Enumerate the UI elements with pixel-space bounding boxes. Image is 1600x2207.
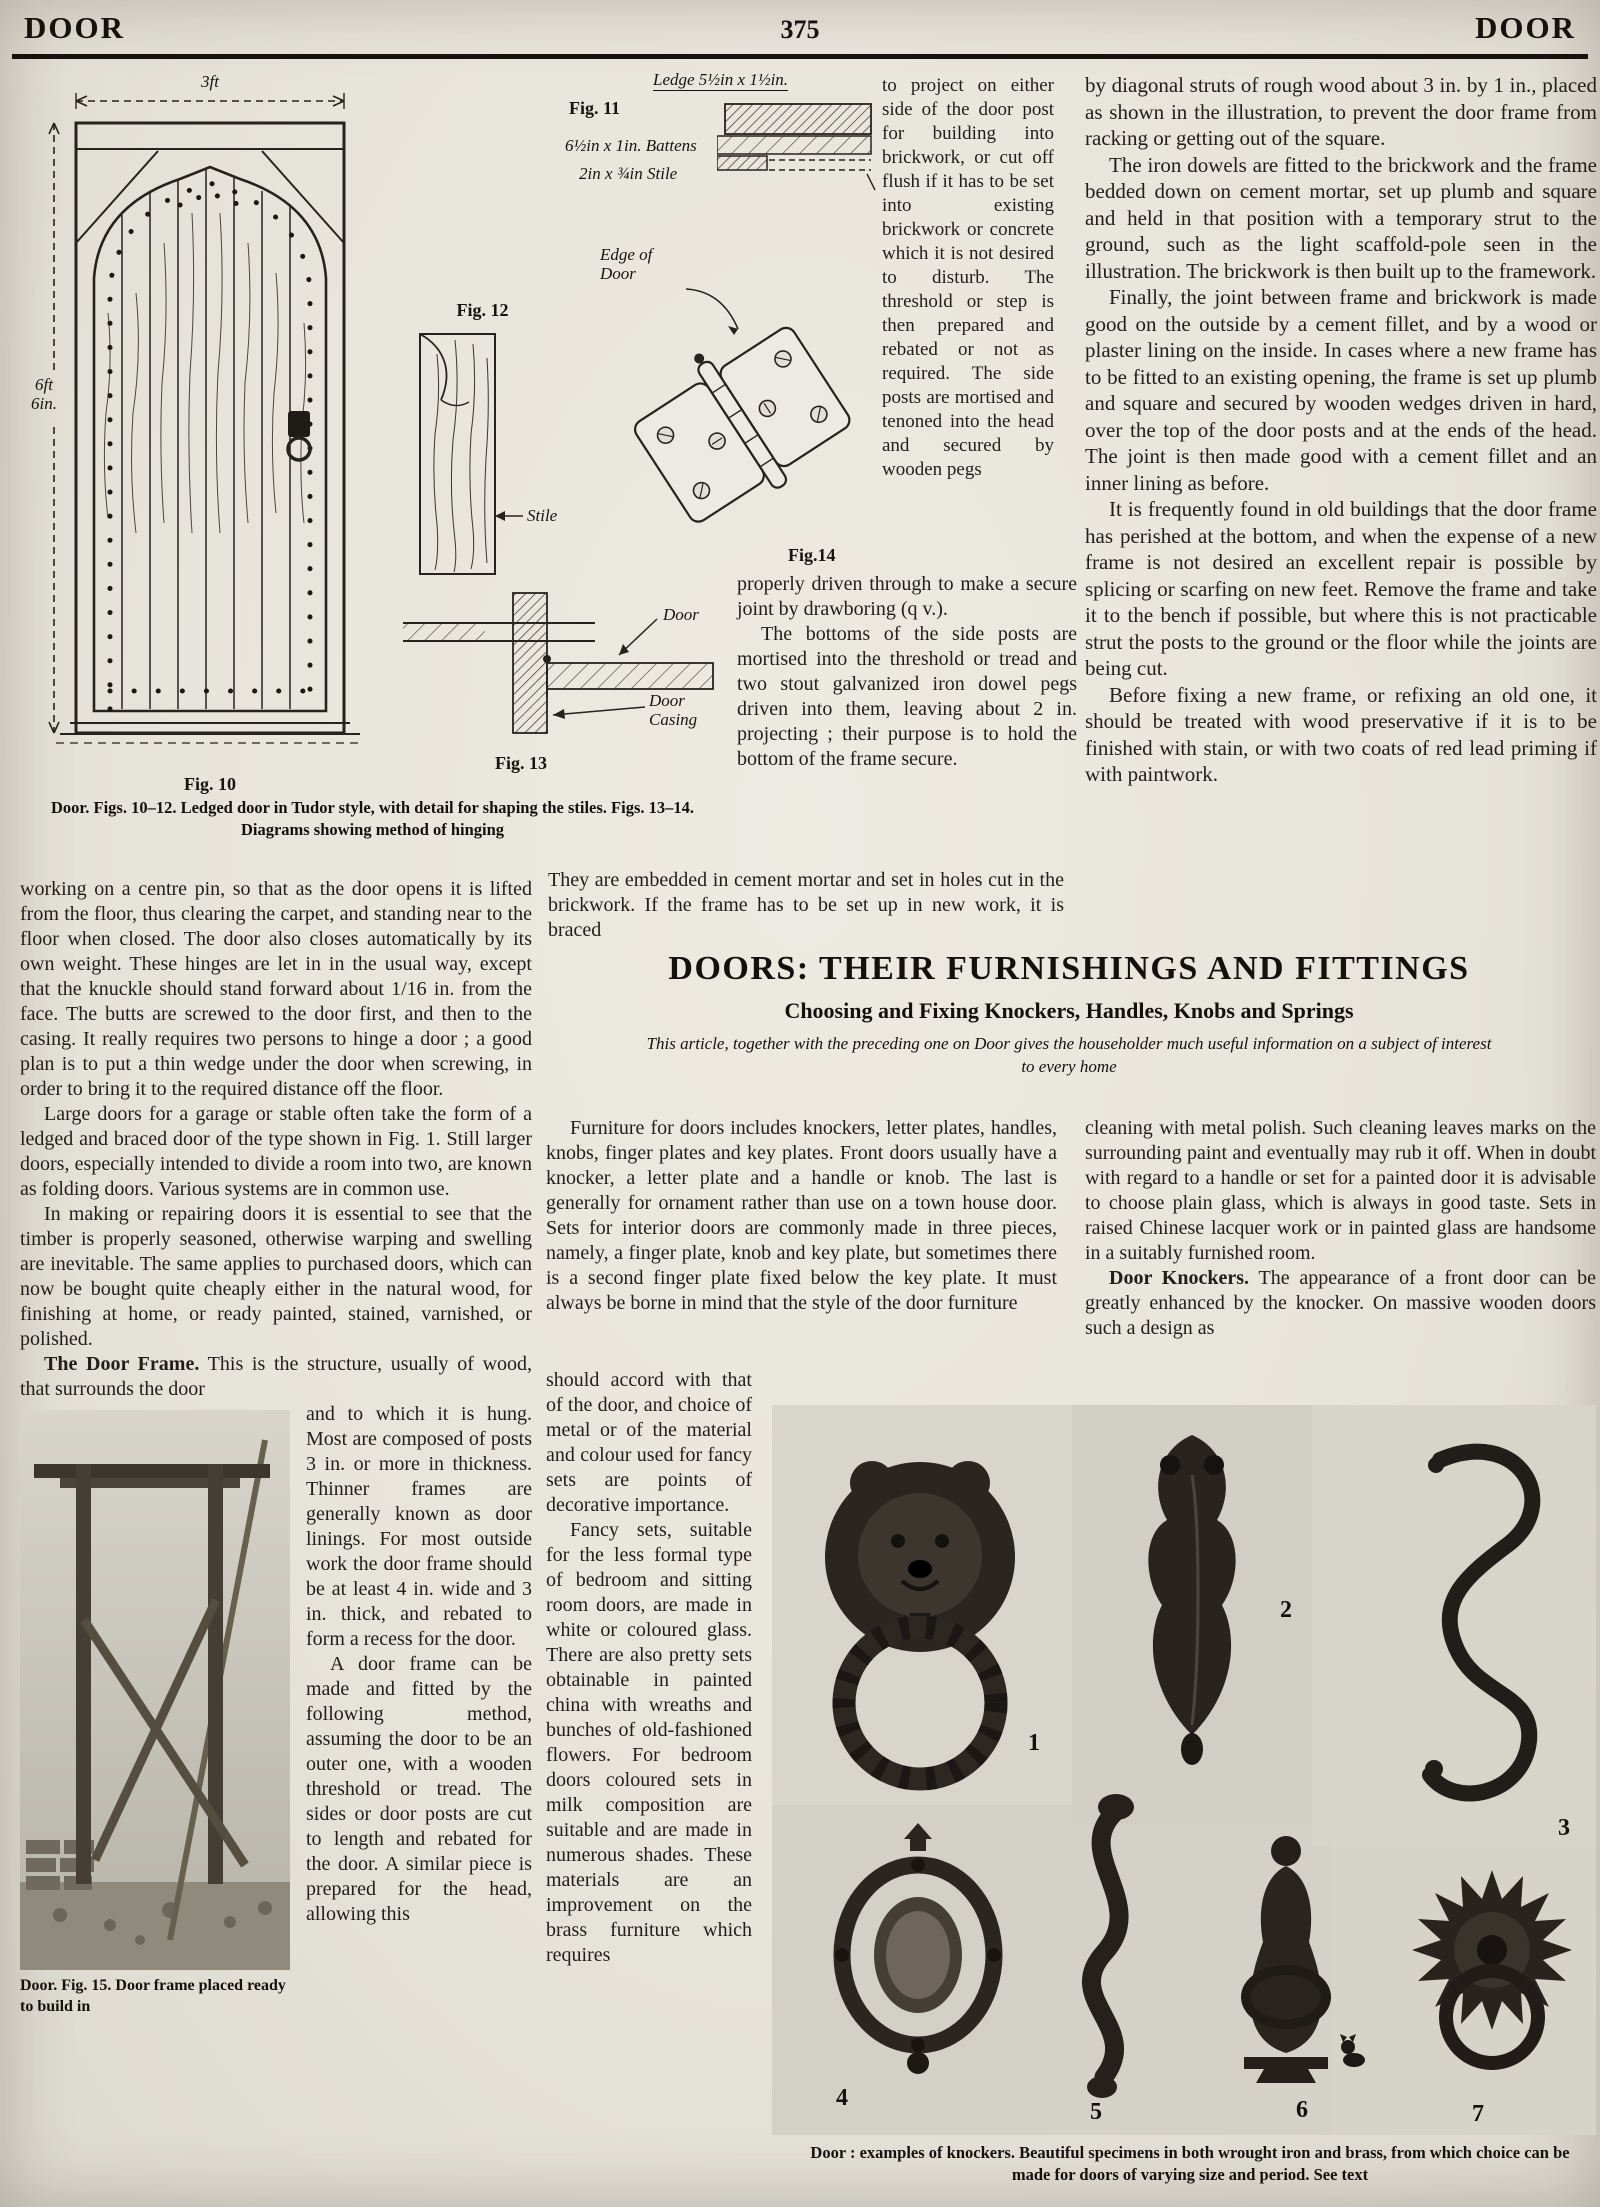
left-column <box>20 877 532 2022</box>
paragraph: The iron dowels are fitted to the brickwork and the frame bedded down on cement mortar, set up plumb and square and held in that position with a temporary strut to the ground, such as the light scaffold-pole seen in the illustration. The brickwork is then built up to the framework. <box>1085 152 1597 283</box>
knockers-photo <box>772 1405 1596 2135</box>
fig15-caption: Door. Fig. 15. Door frame placed ready to build in <box>20 1977 286 2015</box>
fig14-drawing <box>600 245 870 575</box>
fig12-stile-label: Stile <box>527 506 558 525</box>
figure-15-photo-block <box>20 1410 290 2018</box>
paragraph: The Door Frame. This is the structure, usually of wood, that surrounds the door <box>20 1353 533 1400</box>
fig13-door-label: Door <box>663 605 699 624</box>
masthead-rule <box>12 54 1588 59</box>
fig10-label: Fig. 10 <box>184 774 236 794</box>
knocker-number-6: 6 <box>1296 2097 1308 2123</box>
mid-continuation <box>548 868 1064 943</box>
paragraph: Large doors for a garage or stable often take the form of a ledged and braced door of the type shown in Fig. 1. Still larger doors, especially intended to divide a room into two, are known as folding doors. Various systems are in common use. <box>20 1103 532 1200</box>
masthead-left-title: DOOR <box>24 10 125 45</box>
paragraph: Furniture for doors includes knockers, letter plates, handles, knobs, finger plates and key plates. Front doors usually have a knocker, a letter plate and a handle or knob. The last is generally for ornament rather than use on a town house door. Sets for interior doors are commonly made in three pieces, namely, a finger plate, knob and key plate, but sometimes there is a second finger plate fixed below the key plate. It must always be borne in mind that the style of the door furniture <box>546 1117 1057 1314</box>
article-headline-block <box>540 950 1598 1079</box>
fig14-label: Fig.14 <box>788 545 836 565</box>
knocker-number-5: 5 <box>1090 2099 1102 2125</box>
paragraph: Door Knockers. The appearance of a front door can be greatly enhanced by the knocker. On massive wooden doors such a design as <box>1085 1267 1596 1339</box>
paragraph: The bottoms of the side posts are mortised into the threshold or tread and two stout galvanized iron dowel pegs driven into them, leaving about 2 in. projecting ; their purpose is to hold the bottom of the frame secure. <box>737 623 1077 770</box>
fig13-label: Fig. 13 <box>495 753 547 773</box>
fig12-label: Fig. 12 <box>456 300 509 320</box>
fig15-photo <box>20 1410 290 1970</box>
paragraph: to project on either side of the door post for building into brickwork, or cut off flush if it has to be set into existing brickwork or concrete which it is not desired to disturb. The threshold or step is then prepared and rebated or not as required. The side posts are mortised and tenoned into the head and secured by wooden pegs <box>882 75 1054 480</box>
masthead <box>24 10 1576 46</box>
article-note: This article, together with the preceding one on Door gives the householder much useful information on a subject of interest to every home <box>646 1034 1492 1076</box>
mid-column-wide <box>546 1116 1057 1316</box>
figure-14-hinge <box>600 245 870 575</box>
knocker-number-3: 3 <box>1558 1815 1570 1841</box>
knocker-number-4: 4 <box>836 2085 848 2111</box>
paragraph: should accord with that of the door, and choice of metal or of the material and colour used for fancy sets are points of decorative importance. <box>546 1369 752 1516</box>
paragraph: by diagonal struts of rough wood about 3 in. by 1 in., placed as shown in the illustration, to prevent the door frame from racking or getting out of the square. <box>1085 73 1597 150</box>
paragraph: and to which it is hung. Most are composed of posts 3 in. or more in thickness. Thinner frames are generally known as door linings. For most outside work the door frame should be at least 4 in. wide and 3 in. thick, and rebated to form a recess for the door. <box>306 1403 532 1650</box>
knockers-photo-plate <box>772 1405 1596 2135</box>
fig11-stile-label: 2in x ¾in Stile <box>579 164 678 183</box>
fig10-drawing <box>30 93 390 748</box>
paragraph: A door frame can be made and fitted by the following method, assuming the door to be an outer one, with a wooden threshold or tread. The sides or door posts are cut to length and rebated for the door. A similar piece is prepared for the head, allowing this <box>306 1653 532 1925</box>
fig10-width-dimension: 3ft <box>201 72 219 91</box>
knocker-number-1: 1 <box>1028 1730 1040 1756</box>
fig13-casing-label: Door Casing <box>649 691 698 730</box>
paragraph: Fancy sets, suitable for the less formal type of bedroom and sitting room doors, are made in white or coloured glass. There are also pretty sets obtainable in painted china with wreaths and bunches of old-fashioned flowers. For bedroom doors coloured sets in milk composition are suitable and are made in numerous shades. These materials are an improvement on the brass furniture which requires <box>546 1519 752 1966</box>
paragraph: It is frequently found in old buildings that the door frame has perished at the bottom, and when the expense of a new frame is not desired an excellent repair is possible by splicing or scarfing on new feet. Remove the frame and take it to the bench if possible, but where this is not practicable strut the posts to the ground or the floor while the joints are being cut. <box>1085 497 1597 680</box>
fig14-edge-of-door-label: Edge of Door <box>600 245 653 284</box>
top-column-3-narrow <box>882 74 1054 482</box>
fig11-ledge-label: Ledge 5½in x 1½in. <box>653 70 788 91</box>
paragraph: working on a centre pin, so that as the door opens it is lifted from the floor, thus clearing the carpet, and standing near to the floor when closed. The door also closes automatically by its own weight. These hinges are let in in the usual way, except that the knuckle should stand forward about 1/16 in. from the face. The butts are screwed to the door first, and then to the casing. It really requires two persons to hinge a door ; a good plan is to put a thin wedge under the door when screwing, in order to bring it to the required distance off the floor. <box>20 878 532 1100</box>
figure-12-stile <box>395 300 570 600</box>
figure-10-tudor-door <box>30 72 390 795</box>
fig11-label: Fig. 11 <box>569 98 621 118</box>
paragraph: They are embedded in cement mortar and set in holes cut in the brickwork. If the frame has to be set up in new work, it is braced <box>548 869 1064 941</box>
figure-13-casing-section <box>395 585 725 785</box>
paragraph: Before fixing a new frame, or refixing an old one, it should be treated with wood preservative if it is to be finished with stain, or with two coats of red lead priming if with paintwork. <box>1085 682 1597 786</box>
top-column-3-wide <box>737 572 1077 772</box>
masthead-right-title: DOOR <box>1475 10 1576 45</box>
knocker-number-2: 2 <box>1280 1597 1292 1623</box>
figures-10-14-caption: Door. Figs. 10–12. Ledged door in Tudor style, with detail for shaping the stiles. Figs. 13–14. Diagrams showing method of hinging <box>51 798 694 840</box>
fig11-drawing <box>717 100 877 225</box>
top-column-4 <box>1085 72 1597 788</box>
knocker-number-7: 7 <box>1472 2101 1484 2127</box>
paragraph: In making or repairing doors it is essential to see that the timber is properly seasoned, otherwise warping and swelling are inevitable. The same applies to purchased doors, which can now be bought quite cheaply either in the natural wood, for finishing at home, or ready painted, stained, varnished, or polished. <box>20 1203 532 1350</box>
right-column <box>1085 1116 1596 1341</box>
knockers-caption: Door : examples of knockers. Beautiful specimens in both wrought iron and brass, from which choice can be made for doors of varying size and period. See text <box>810 2143 1570 2185</box>
page-number: 375 <box>780 15 820 44</box>
door-knockers-lead: Door Knockers. <box>1109 1267 1250 1289</box>
mid-column-narrow <box>546 1368 752 1968</box>
article-title: DOORS: THEIR FURNISHINGS AND FITTINGS <box>668 950 1470 987</box>
article-subtitle: Choosing and Fixing Knockers, Handles, Knobs and Springs <box>784 998 1354 1023</box>
fig10-height-dimension: 6ft 6in. <box>31 375 57 414</box>
paragraph: Finally, the joint between frame and brickwork is made good on the outside by a cement fillet, and by a wood or plaster lining on the inside. In cases where a new frame has to be fitted to an existing opening, the frame is set up plumb and square and secured by wooden wedges driven in hard, over the top of the door posts and at the ends of the head. The joint is then made good with a cement fillet and an inner lining as before. <box>1085 285 1597 495</box>
paragraph: cleaning with metal polish. Such cleaning leaves marks on the surrounding paint and eventually may rub it off. When in doubt with regard to a handle or set for a painted door it is advisable to choose plain glass, which is always in good taste. Sets in raised Chinese lacquer work or in painted glass are handsome in a suitably furnished room. <box>1085 1117 1596 1264</box>
door-frame-lead: The Door Frame. <box>44 1353 200 1375</box>
paragraph: properly driven through to make a secure joint by drawboring (q v.). <box>737 573 1077 620</box>
fig12-drawing <box>395 328 570 598</box>
fig11-battens-label: 6½in x 1in. Battens <box>565 136 697 155</box>
figure-11-ledge-section <box>565 70 875 235</box>
